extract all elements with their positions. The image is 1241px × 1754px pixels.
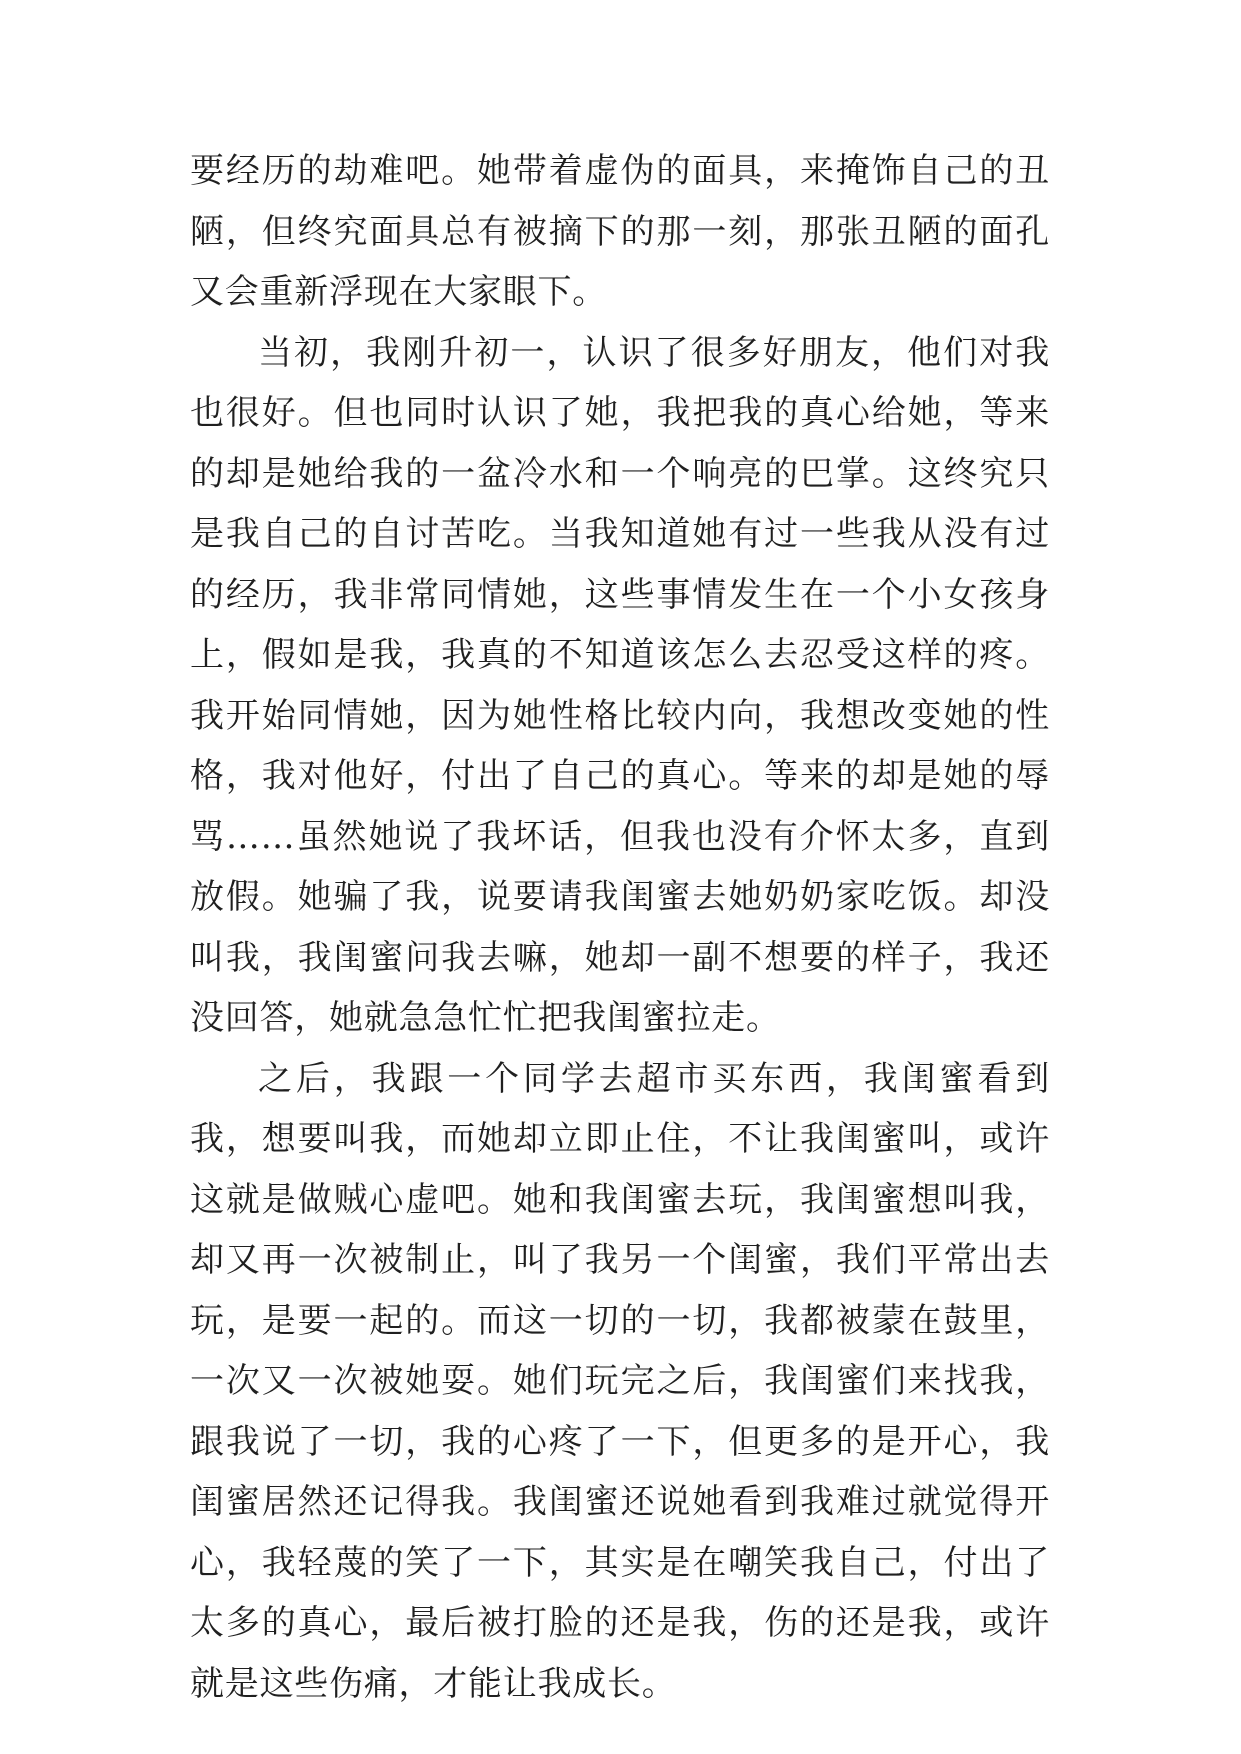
document-page: [190, 141, 1050, 1714]
paragraph-first-year: 当初，我刚升初一，认识了很多好朋友，他们对我也很好。但也同时认识了她，我把我的真心给她，等来的却是她给我的一盆冷水和一个响亮的巴掌。这终究只是我自己的自讨苦吃。当我知道她有过一些我从没有过的经历，我非常同情她，这些事情发生在一个小女孩身上，假如是我，我真的不知道该怎么去忍受这样的疼。我开始同情她，因为她性格比较内向，我想改变她的性格，我对他好，付出了自己的真心。等来的却是她的辱骂……虽然她说了我坏话，但我也没有介怀太多，直到放假。她骗了我，说要请我闺蜜去她奶奶家吃饭。却没叫我，我闺蜜问我去嘛，她却一副不想要的样子，我还没回答，她就急急忙忙把我闺蜜拉走。: [190, 332, 1050, 1038]
paragraph-supermarket: 之后，我跟一个同学去超市买东西，我闺蜜看到我，想要叫我，而她却立即止住，不让我闺蜜叫，或许这就是做贼心虚吧。她和我闺蜜去玩，我闺蜜想叫我，却又再一次被制止，叫了我另一个闺蜜，我们平常出去玩，是要一起的。而这一切的一切，我都被蒙在鼓里，一次又一次被她耍。她们玩完之后，我闺蜜们来找我，跟我说了一切，我的心疼了一下，但更多的是开心，我闺蜜居然还记得我。我闺蜜还说她看到我难过就觉得开心，我轻蔑的笑了一下，其实是在嘲笑我自己，付出了太多的真心，最后被打脸的还是我，伤的还是我，或许就是这些伤痛，才能让我成长。: [190, 1058, 1050, 1704]
paragraph-continued: 要经历的劫难吧。她带着虚伪的面具，来掩饰自己的丑陋，但终究面具总有被摘下的那一刻，那张丑陋的面孔又会重新浮现在大家眼下。: [190, 151, 1050, 312]
